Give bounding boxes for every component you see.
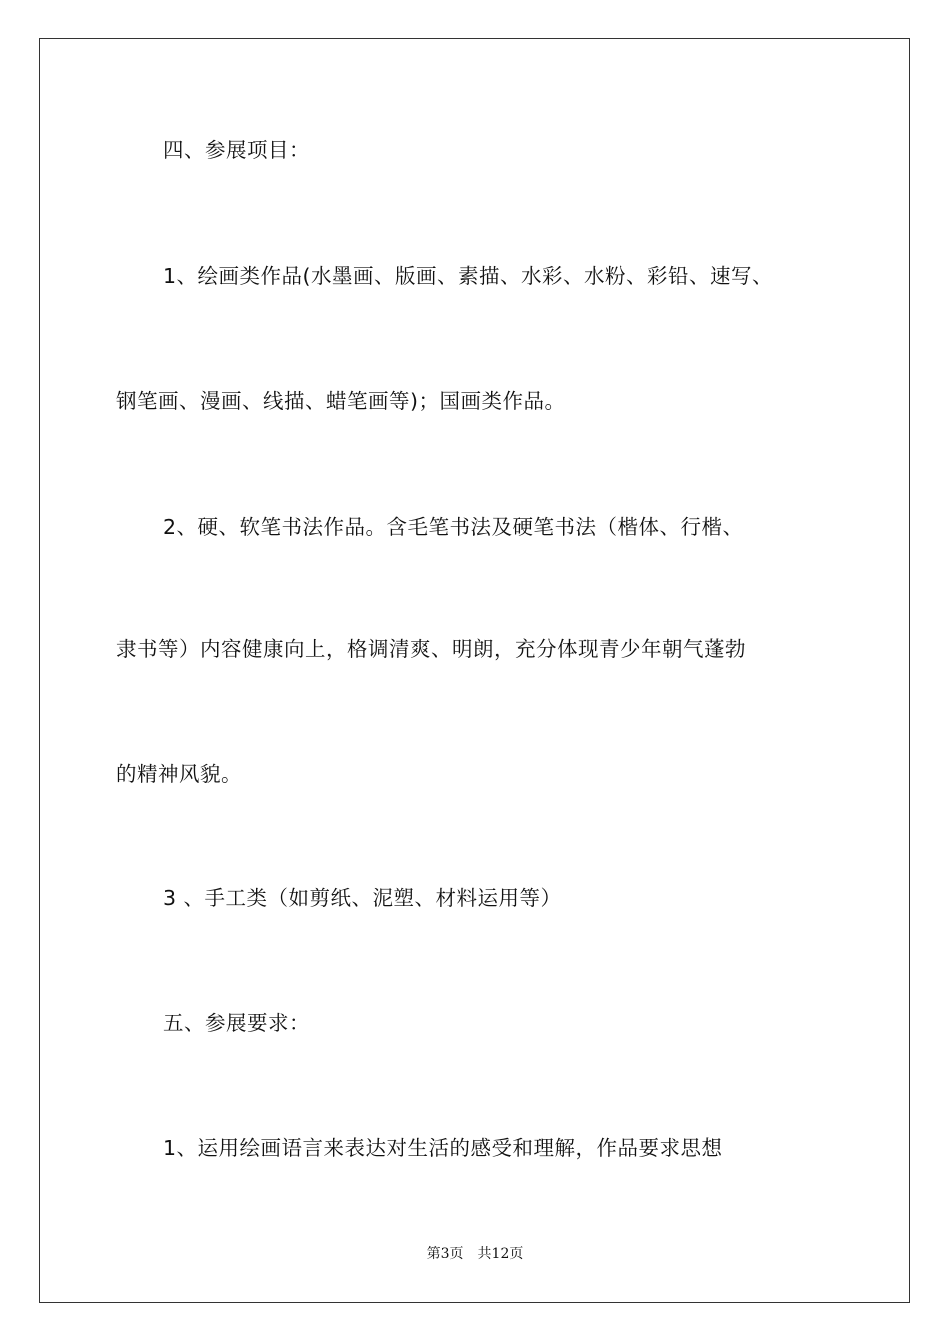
- page-border: [39, 38, 910, 1303]
- page-number-footer: 第3页 共12页: [426, 1246, 524, 1262]
- paragraph-line: 1、绘画类作品(水墨画、版画、素描、水彩、水粉、彩铅、速写、: [163, 264, 774, 288]
- paragraph-line: 1、运用绘画语言来表达对生活的感受和理解，作品要求思想: [163, 1136, 723, 1160]
- paragraph-line: 钢笔画、漫画、线描、蜡笔画等)；国画类作品。: [116, 389, 566, 413]
- section-heading-4: 四、参展项目：: [163, 138, 310, 162]
- paragraph-line: 的精神风貌。: [116, 762, 242, 786]
- paragraph-line: 2、硬、软笔书法作品。含毛笔书法及硬笔书法（楷体、行楷、: [163, 515, 744, 539]
- section-heading-5: 五、参展要求：: [163, 1011, 310, 1035]
- paragraph-line: 隶书等）内容健康向上，格调清爽、明朗，充分体现青少年朝气蓬勃: [116, 637, 746, 661]
- paragraph-line: 3 、手工类（如剪纸、泥塑、材料运用等）: [163, 886, 562, 910]
